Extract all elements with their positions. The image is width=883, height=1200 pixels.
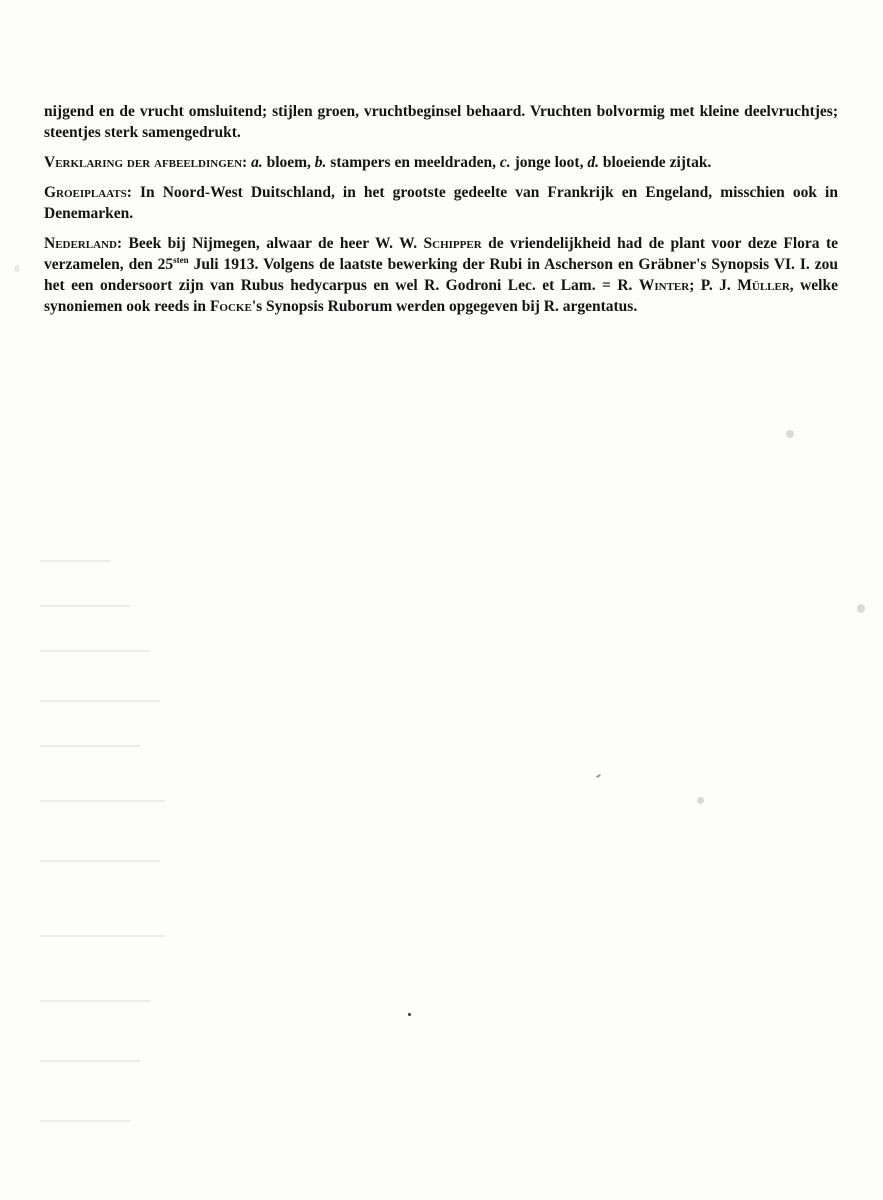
netherlands-text-1: Beek bij Nijmegen, alwaar de heer W. W. — [122, 235, 424, 252]
author-name-muller: Müller — [737, 277, 790, 294]
description-text-block — [44, 101, 838, 326]
figure-legend-label: Verklaring der afbeeldingen: — [44, 154, 248, 171]
scan-smudge — [786, 430, 794, 438]
netherlands-label: Nederland: — [44, 235, 123, 252]
bleed-through-line — [40, 650, 150, 652]
scan-smudge — [697, 797, 704, 804]
figure-text-a: bloem, — [262, 154, 315, 171]
bleed-through-line — [40, 1060, 140, 1062]
bleed-through-line — [40, 560, 110, 562]
collector-name: Schipper — [423, 235, 482, 252]
netherlands-text-2: de vriendelijkheid had de plant voor deze Flora te verzamelen, den 25 — [44, 235, 839, 273]
scan-speck — [408, 1013, 411, 1016]
figure-letter-c: c. — [499, 154, 511, 171]
figure-letter-a: a. — [251, 154, 263, 171]
figure-text-d: bloeiende zijtak. — [598, 154, 712, 171]
scan-smudge — [14, 265, 20, 272]
bleed-through-line — [40, 800, 165, 802]
figure-legend-paragraph — [44, 152, 838, 173]
author-name-focke: Focke — [209, 298, 252, 315]
netherlands-text-4: ; P. J. — [689, 277, 738, 294]
paragraph-text: nijgend en de vrucht omsluitend; stijlen groen, vruchtbeginsel behaard. Vruchten bolvormig met kleine deelvruchtjes; steentjes sterk samengedrukt. — [44, 103, 838, 141]
figure-text-c: jonge loot, — [510, 154, 588, 171]
bleed-through-line — [40, 700, 160, 702]
netherlands-paragraph — [44, 233, 838, 317]
bleed-through-line — [40, 1120, 130, 1122]
netherlands-text-6: 's Synopsis Ruborum werden opgegeven bij R. argentatus. — [251, 298, 638, 315]
date-superscript: sten — [173, 254, 189, 265]
habitat-label: Groeiplaats: — [44, 184, 132, 201]
description-paragraph — [44, 101, 838, 143]
netherlands-text-5: , welke synoniemen ook reeds in — [44, 277, 838, 315]
bleed-through-line — [40, 860, 160, 862]
habitat-paragraph — [44, 182, 838, 224]
bleed-through-line — [40, 935, 165, 937]
bleed-through-line — [40, 1000, 150, 1002]
figure-letter-d: d. — [587, 154, 599, 171]
habitat-text: In Noord-West Duitschland, in het grootste gedeelte van Frankrijk en Engeland, misschien ook in Denemarken. — [44, 184, 838, 222]
netherlands-text-3: Juli 1913. Volgens de laatste bewerking der Rubi in Ascherson en Gräbner's Synopsis VI. I. zou het een ondersoort zijn van Rubus hedycarpus en wel R. Godroni Lec. et Lam. = R. — [44, 256, 839, 294]
figure-text-b: stampers en meeldraden, — [326, 154, 500, 171]
bleed-through-line — [40, 745, 140, 747]
scan-smudge — [857, 604, 865, 613]
scan-speck — [596, 774, 601, 779]
bleed-through-line — [40, 605, 130, 607]
author-name-winter: Winter — [638, 277, 690, 294]
figure-letter-b: b. — [314, 154, 327, 171]
